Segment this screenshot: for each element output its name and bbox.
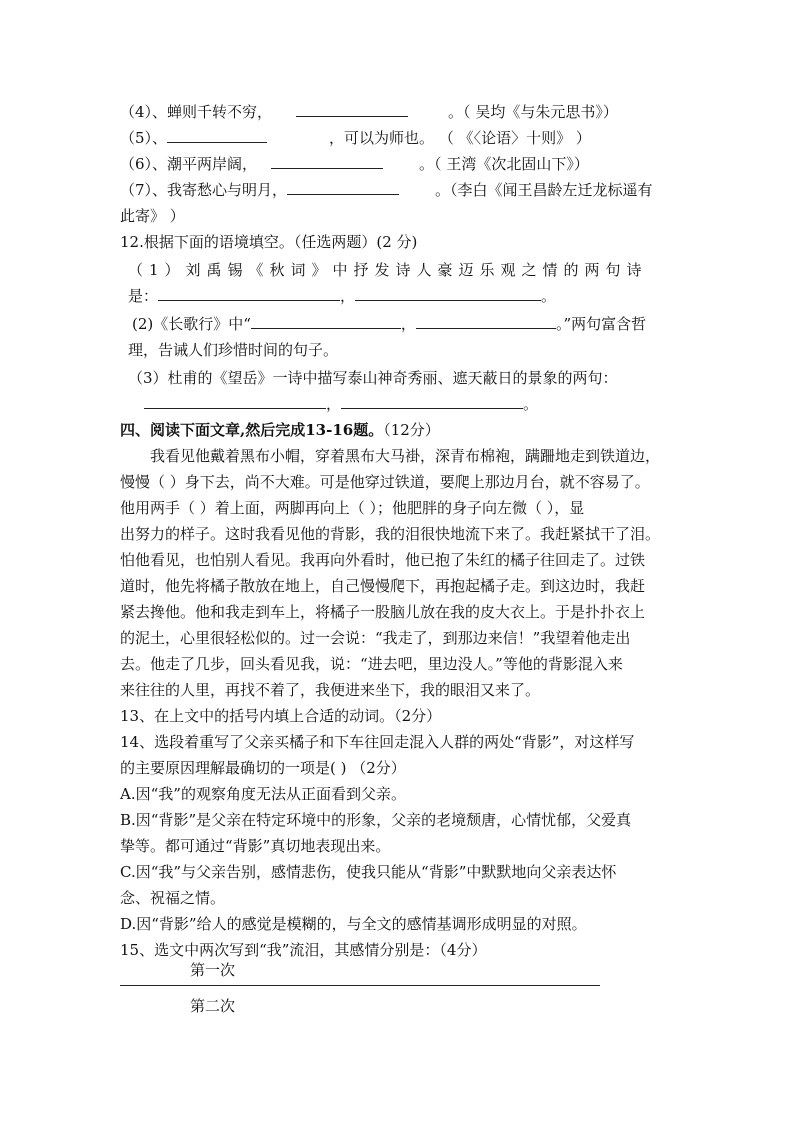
passage-line-9: 去。他走了几步，回头看见我，说：“进去吧，里边没人。”等他的背影混入来	[120, 655, 623, 673]
q14-option-c-line1[interactable]: C.因“我”与父亲告别，感情悲伤，使我只能从“背影”中默默地向父亲表达怀	[120, 863, 617, 881]
passage-line-10: 来往往的人里，再找不着了，我便进来坐下，我的眼泪又来了。	[120, 681, 541, 699]
q14-line1: 14、选段着重写了父亲买橘子和下车往回走混入人群的两处“背影”，对这样写	[120, 733, 635, 751]
q12-sub3: （3）杜甫的《望岳》一诗中描写泰山神奇秀丽、遮天蔽日的景象的两句：	[128, 369, 618, 387]
q14-option-b-line1[interactable]: B.因“背影”是父亲在特定环境中的形象，父亲的老境颓唐，心情忧郁，父爱真	[120, 811, 632, 829]
poem-q7	[120, 177, 653, 203]
q14-option-b-line2: 挚等。都可通过“背影”真切地表现出来。	[120, 837, 391, 855]
q12-sub1-line1: （1）刘禹锡《秋词》中抒发诗人豪迈乐观之情的两句诗	[128, 261, 648, 279]
poem-q7-suffix: 。（李白《闻王昌龄左迁龙标遥有	[435, 181, 653, 199]
q12-sub1-period: 。	[541, 287, 557, 305]
poem-q4-suffix: 。（ 吴均《与朱元思书》）	[448, 103, 618, 121]
q12-sub1-answer	[128, 283, 556, 309]
passage-line-7: 紧去搀他。他和我走到车上，将橘子一股脑儿放在我的皮大衣上。于是扑扑衣上	[120, 603, 646, 621]
poem-q7-prefix: （7）、我寄愁心与明月，	[120, 181, 288, 199]
q12-title: 12.根据下面的语境填空。（任选两题）(2 分)	[120, 233, 418, 251]
poem-q6-blank[interactable]	[271, 152, 383, 169]
q12-sub1-blank1[interactable]	[158, 284, 340, 301]
poem-q4-blank[interactable]	[296, 100, 408, 117]
q12-sub1-prefix: 是：	[128, 287, 159, 305]
q15-first-label: 第一次	[190, 961, 236, 979]
passage-line-6: 道时，他先将橘子散放在地上，自己慢慢爬下，再抱起橘子走。到这边时，我赶	[120, 577, 646, 595]
passage-line-8: 的泥土，心里很轻松似的。过一会说：“我走了，到那边来信！”我望着他走出	[120, 629, 631, 647]
q12-sub2-blank2[interactable]	[416, 312, 556, 329]
q12-sub2	[132, 311, 646, 337]
q12-sub1-comma: ，	[340, 287, 356, 305]
q12-sub3-blank2[interactable]	[341, 392, 523, 409]
poem-q5-prefix: （5）、	[120, 129, 168, 147]
passage-line-1: 我看见他戴着黑布小帽，穿着黑布大马褂，深青布棉袍，蹒跚地走到铁道边，	[150, 447, 661, 465]
passage-line-4: 出努力的样子。这时我看见他的背影，我的泪很快地流下来了。我赶紧拭干了泪。	[120, 525, 661, 543]
q14-line2: 的主要原因理解最确切的一项是( ) （2分）	[120, 759, 406, 777]
q12-sub3-answer	[144, 391, 538, 417]
poem-q6-prefix: （6）、潮平两岸阔，	[120, 155, 258, 173]
q14-option-d[interactable]: D.因“背影”给人的感觉是模糊的，与全文的感情基调形成明显的对照。	[120, 915, 587, 933]
q12-sub1-blank2[interactable]	[355, 284, 541, 301]
poem-q7-cont: 此寄》 ）	[120, 207, 185, 225]
passage-line-5: 怕他看见，也怕别人看见。我再向外看时，他已抱了朱红的橘子往回走了。过铁	[120, 551, 646, 569]
poem-q7-blank[interactable]	[287, 178, 399, 195]
passage-line-3: 他用两手（ ）着上面，两脚再向上（ ）；他肥胖的身子向左微（ ），显	[120, 499, 585, 517]
q12-sub3-blank1[interactable]	[144, 392, 326, 409]
q14-option-a[interactable]: A.因“我”的观察角度无法从正面看到父亲。	[120, 785, 406, 803]
q12-sub2-prefix: (2)《长歌行》中“	[132, 315, 251, 333]
q12-sub2-blank1[interactable]	[251, 312, 401, 329]
poem-q6	[120, 151, 589, 177]
section4-heading	[120, 417, 440, 443]
q12-sub3-comma: ，	[326, 395, 342, 413]
q15-title: 15、选文中两次写到“我”流泪，其感情分别是：（4分）	[120, 941, 487, 959]
poem-q5-blank[interactable]	[167, 126, 267, 143]
poem-q5-suffix: ，可以为师也。 （ 《〈论语〉十则》 ）	[329, 129, 591, 147]
q15-answer-line[interactable]	[120, 985, 600, 986]
q12-sub2-comma: ，	[400, 315, 416, 333]
q12-sub3-period: 。	[523, 395, 539, 413]
poem-q6-suffix: 。（ 王湾《次北固山下》）	[419, 155, 589, 173]
section4-score: （12分）	[383, 421, 440, 439]
poem-q5	[120, 125, 591, 151]
q15-second-label: 第二次	[190, 997, 236, 1015]
q13: 13、在上文中的括号内填上合适的动词。（2分）	[120, 707, 442, 725]
q12-sub2-cont: 理，告诫人们珍惜时间的句子。	[128, 341, 339, 359]
q14-option-c-line2: 念、祝福之情。	[120, 889, 226, 907]
poem-q4	[120, 99, 618, 125]
q12-sub2-suffix: 。”两句富含哲	[555, 315, 647, 333]
passage-line-2: 慢慢（ ）身下去，尚不大难。可是他穿过铁道，要爬上那边月台，就不容易了。	[120, 473, 650, 491]
poem-q4-prefix: （4）、蝉则千转不穷，	[120, 103, 273, 121]
section4-title: 四、阅读下面文章,然后完成13-16题。	[120, 421, 384, 439]
